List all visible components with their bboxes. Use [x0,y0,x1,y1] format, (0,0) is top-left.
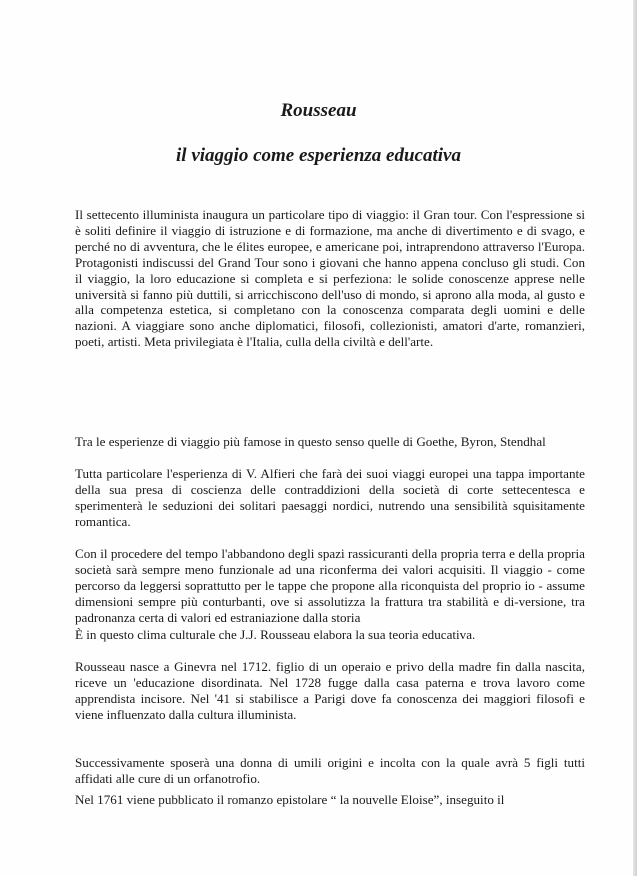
paragraph-marriage: Successivamente sposerà una donna di umili origini e incolta con la quale avrà 5 figli tutti affidati alle cure di un orfanotrofio. [75,755,585,786]
paragraph-travel-evolution: Con il procedere del tempo l'abbandono degli spazi rassicuranti della propria terra e della propria società sarà sempre meno funzionale ad una riconferma dei valori acquisiti. Il viaggio - come percorso da leggersi soprattutto per le tappe che propone alla riconquista del proprio io - assume dimensioni sempre più conturbanti, ove si assolutizza la frattura tra stabilità e di-versione, tra padronanza certa di valori ed estraniazione dalla storia [75,546,585,625]
paragraph-grand-tour: Il settecento illuminista inaugura un particolare tipo di viaggio: il Gran tour. Con l'espressione si è soliti definire il viaggio di istruzione e di formazione, ma anche di divertimento e di svago, e perché no di avventura, che le élites europee, e americane poi, intraprendono attraverso l'Europa. Protagonisti indiscussi del Grand Tour sono i giovani che hanno appena concluso gli studi. Con il viaggio, la loro educazione si completa e si perfeziona: le solide conoscenze apprese nelle università si fanno più duttili, si arricchiscono dell'uso di mondo, si aprono alla moda, al gusto e alla competenza estetica, si completano con la conoscenza comparata degli uomini e delle nazioni. A viaggiare sono anche diplomatici, filosofi, collezionisti, amatori d'arte, romanzieri, poeti, artisti. Meta privilegiata è l'Italia, culla della civiltà e dell'arte. [75,207,585,350]
title-line-1: Rousseau [280,100,357,121]
paragraph-cultural-climate: È in questo clima culturale che J.J. Rousseau elabora la sua teoria educativa. [75,627,476,642]
paragraph-famous-travels: Tra le esperienze di viaggio più famose in questo senso quelle di Goethe, Byron, Stendhal [75,434,546,449]
paragraph-biography: Rousseau nasce a Ginevra nel 1712. figlio di un operaio e privo della madre fin dalla nascita, riceve un 'educazione disordinata. Nel 1728 fugge dalla casa paterna e trova lavoro come apprendista incisore. Nel '41 si stabilisce a Parigi dove fa conoscenza dei maggiori filosofi e viene influenzato dalla cultura illuminista. [75,659,585,722]
scan-edge-shadow [633,0,637,876]
title-line-2: il viaggio come esperienza educativa [176,145,461,166]
paragraph-nouvelle-eloise: Nel 1761 viene pubblicato il romanzo epistolare “ la nouvelle Eloise”, inseguito il [75,792,505,807]
paragraph-alfieri: Tutta particolare l'esperienza di V. Alfieri che farà dei suoi viaggi europei una tappa importante della sua presa di coscienza delle contraddizioni della società di corte settecentesca e sperimenterà le seduzioni dei solitari paesaggi nordici, nutrendo una sensibilità squisitamente romantica. [75,466,585,529]
